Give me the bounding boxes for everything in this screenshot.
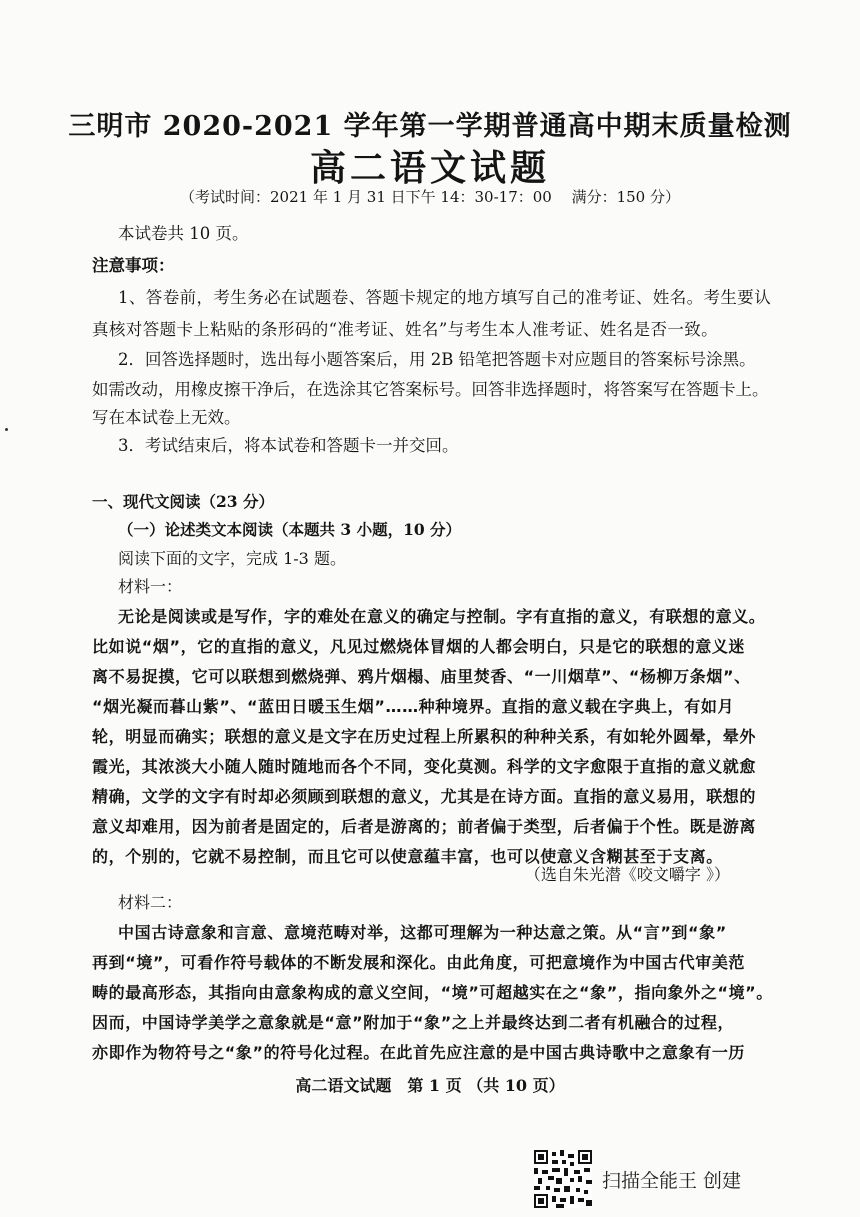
material1-line: “烟光凝而暮山紫”、“蓝田日暖玉生烟”……种种境界。直指的意义载在字典上，有如月 (92, 697, 735, 716)
notice-line: 写在本试卷上无效。 (92, 408, 241, 427)
exam-info: （考试时间：2021 年 1 月 31 日下午 14：30-17：00 满分：150 分） (180, 188, 680, 206)
reading-instruction: 阅读下面的文字，完成 1-3 题。 (118, 549, 346, 568)
material1-label: 材料一： (118, 577, 183, 596)
notice-title: 注意事项： (92, 256, 175, 275)
section-heading: 一、现代文阅读（23 分） (92, 492, 274, 511)
material1-line: 霞光，其浓淡大小随人随时随地而各个不同，变化莫测。科学的文字愈限于直指的意义就愈 (92, 757, 757, 776)
page-footer: 高二语文试题 第 1 页 （共 10 页） (295, 1076, 565, 1095)
scanner-watermark: 扫描全能王 创建 (602, 1170, 742, 1192)
material1-source: （选自朱光潜《咬文嚼字 》） (524, 865, 730, 884)
material1-line: 离不易捉摸，它可以联想到燃烧弹、鸦片烟榻、庙里焚香、“一川烟草”、“杨柳万条烟”、 (92, 667, 751, 686)
material1-line: 的，个别的，它就不易控制，而且它可以使意蕴丰富，也可以使意义含糊甚至于支离。 (92, 847, 723, 866)
subsection-heading: （一）论述类文本阅读（本题共 3 小题，10 分） (118, 520, 462, 539)
notice-line: 如需改动，用橡皮擦干净后，在选涂其它答案标号。回答非选择题时，将答案写在答题卡上。 (92, 380, 769, 399)
notice-line: 3．考试结束后，将本试卷和答题卡一并交回。 (118, 436, 459, 455)
material1-line: 无论是阅读或是写作，字的难处在意义的确定与控制。字有直指的意义，有联想的意义。 (118, 607, 766, 626)
material2-line: 再到“境”，可看作符号载体的不断发展和深化。由此角度，可把意境作为中国古代审美范 (92, 953, 746, 972)
notice-line: 1、答卷前，考生务必在试题卷、答题卡规定的地方填写自己的准考证、姓名。考生要认 (118, 288, 772, 307)
notice-line: 真核对答题卡上粘贴的条形码的“准考证、姓名”与考生本人准考证、姓名是否一致。 (92, 320, 719, 339)
qr-code-icon (534, 1150, 592, 1208)
material2-line: 亦即作为物符号之“象”的符号化过程。在此首先应注意的是中国古典诗歌中之意象有一历 (92, 1043, 746, 1062)
material1-line: 精确，文学的文字有时却必须顾到联想的意义，尤其是在诗方面。直指的意义易用，联想的 (92, 787, 757, 806)
material1-line: 轮，明显而确实；联想的意义是文字在历史过程上所累积的种种关系，有如轮外圆晕，晕外 (92, 727, 757, 746)
material1-line: 意义却难用，因为前者是固定的，后者是游离的；前者偏于类型，后者偏于个性。既是游离 (92, 817, 757, 836)
notice-line: 2．回答选择题时，选出每小题答案后，用 2B 铅笔把答题卡对应题目的答案标号涂黑。 (118, 350, 756, 369)
material1-line: 比如说“烟”，它的直指的意义，凡见过燃烧体冒烟的人都会明白，只是它的联想的意义迷 (92, 637, 746, 656)
scan-speck (5, 428, 8, 431)
material2-line: 中国古诗意象和言意、意境范畴对举，这都可理解为一种达意之策。从“言”到“象” (118, 923, 727, 942)
exam-title-line2: 高二语文试题 (309, 147, 550, 189)
material2-label: 材料二： (118, 893, 183, 912)
material2-line: 因而，中国诗学美学之意象就是“意”附加于“象”之上并最终达到二者有机融合的过程， (92, 1013, 735, 1032)
page-count: 本试卷共 10 页。 (118, 224, 249, 243)
exam-title-line1: 三明市 2020-2021 学年第一学期普通高中期末质量检测 (68, 111, 792, 142)
material2-line: 畴的最高形态，其指向由意象构成的意义空间，“境”可超越实在之“象”，指向象外之“境”。 (92, 983, 773, 1002)
